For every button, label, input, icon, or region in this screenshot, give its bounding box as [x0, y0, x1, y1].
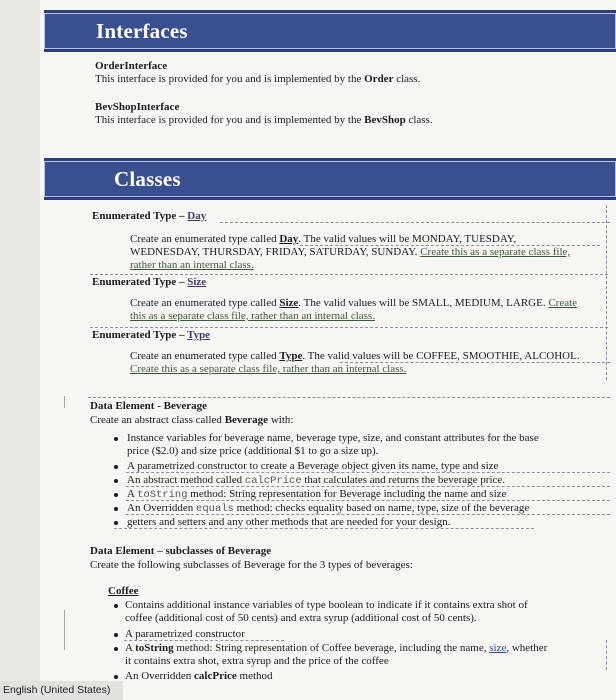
- beverage-bullet-2: A parametrized constructor to create a Beverage object given its name, type and size: [127, 460, 499, 472]
- classes-heading-banner: [44, 158, 616, 200]
- track-change-line: [126, 472, 610, 473]
- beverage-bullet-3: An abstract method called calcPrice that calculates and returns the beverage price.: [127, 474, 506, 487]
- track-change-line: [114, 528, 534, 529]
- beverage-bullet-6: getters and setters and any other methods that are needed for your design.: [127, 516, 451, 528]
- bullet-icon: [114, 647, 118, 651]
- classes-heading: Classes: [114, 167, 181, 191]
- enum-size-heading: Enumerated Type – Size: [92, 276, 207, 288]
- track-change-line: [90, 274, 608, 275]
- bevshop-interface-desc: This interface is provided for you and is implemented by the BevShop class.: [95, 114, 433, 126]
- bullet-icon: [114, 521, 118, 525]
- bullet-icon: [114, 493, 118, 497]
- coffee-bullet-4: An Overridden calcPrice method: [125, 670, 273, 680]
- bullet-icon: [114, 633, 118, 637]
- bullet-icon: [114, 507, 118, 511]
- bullet-icon: [114, 604, 118, 608]
- margin-change-bar: [64, 396, 65, 408]
- interfaces-heading: Interfaces: [96, 19, 188, 43]
- track-change-line: [606, 640, 607, 670]
- track-change-line: [220, 222, 610, 223]
- margin-change-bar: [64, 610, 65, 650]
- track-change-line: [90, 327, 608, 328]
- order-interface-desc: This interface is provided for you and is implemented by the Order class.: [95, 73, 421, 85]
- beverage-bullet-5: An Overridden equals method: checks equality based on name, type, size of the beverage: [127, 502, 530, 515]
- status-bar-language[interactable]: English (United States): [0, 681, 123, 700]
- subclasses-intro: Create the following subclasses of Beverage for the 3 types of beverages:: [90, 559, 413, 571]
- beverage-intro: Create an abstract class called Beverage with:: [90, 414, 294, 426]
- enum-day-heading: Enumerated Type – Day: [92, 210, 207, 222]
- track-change-line: [88, 397, 610, 398]
- beverage-bullet-1: Instance variables for beverage name, beverage type, size, and constant attributes for the base price ($2.0) and size price (additional $1 to go a size up).: [127, 432, 539, 457]
- bullet-icon: [114, 479, 118, 483]
- document-page: [40, 0, 616, 700]
- track-change-line: [126, 500, 610, 501]
- bullet-icon: [114, 465, 118, 469]
- bullet-icon: [114, 675, 118, 679]
- beverage-heading: Data Element - Beverage: [90, 400, 207, 412]
- coffee-heading: Coffee: [108, 585, 139, 597]
- enum-type-desc: Create an enumerated type called Type. The valid values will be COFFEE, SMOOTHIE, ALCOHOL. Create this as a separate class file, rather than an internal class.: [130, 350, 580, 375]
- enum-type-heading: Enumerated Type – Type: [92, 329, 211, 341]
- subclasses-heading: Data Element – subclasses of Beverage: [90, 545, 272, 557]
- bevshop-interface-name: BevShopInterface: [95, 101, 180, 113]
- order-interface-block: [95, 60, 420, 86]
- bullet-icon: [114, 437, 118, 441]
- track-change-line: [124, 640, 284, 641]
- coffee-bullet-2: A parametrized constructor: [125, 628, 245, 640]
- track-change-line: [126, 486, 610, 487]
- track-change-line: [126, 514, 610, 515]
- interfaces-heading-banner: [44, 10, 616, 52]
- coffee-bullet-3: A toString method: String representation of Coffee beverage, including the name, size, whether it contains extra shot, extra syrup and the price of the coffee: [125, 642, 548, 667]
- enum-day-desc: Create an enumerated type called Day. The valid values will be MONDAY, TUESDAY, WEDNESDAY, THURSDAY, FRIDAY, SATURDAY, SUNDAY. Create this as a separate class file, rather than an internal class.: [130, 233, 571, 271]
- enum-size-desc: Create an enumerated type called Size. The valid values will be SMALL, MEDIUM, LARGE. Create this as a separate class file, rather than an internal class.: [130, 297, 578, 322]
- track-change-line: [606, 205, 607, 380]
- order-interface-name: OrderInterface: [95, 60, 168, 72]
- bevshop-interface-block: [95, 101, 433, 127]
- track-change-line: [300, 245, 600, 246]
- coffee-bullet-1: Contains additional instance variables of type boolean to indicate if it contains extra shot of coffee (additional cost of 50 cents) and extra syrup (additional cost of 50 cents).: [125, 599, 528, 624]
- beverage-bullet-4: A toString method: String representation for Beverage including the name and size: [127, 488, 507, 501]
- track-change-line: [340, 362, 610, 363]
